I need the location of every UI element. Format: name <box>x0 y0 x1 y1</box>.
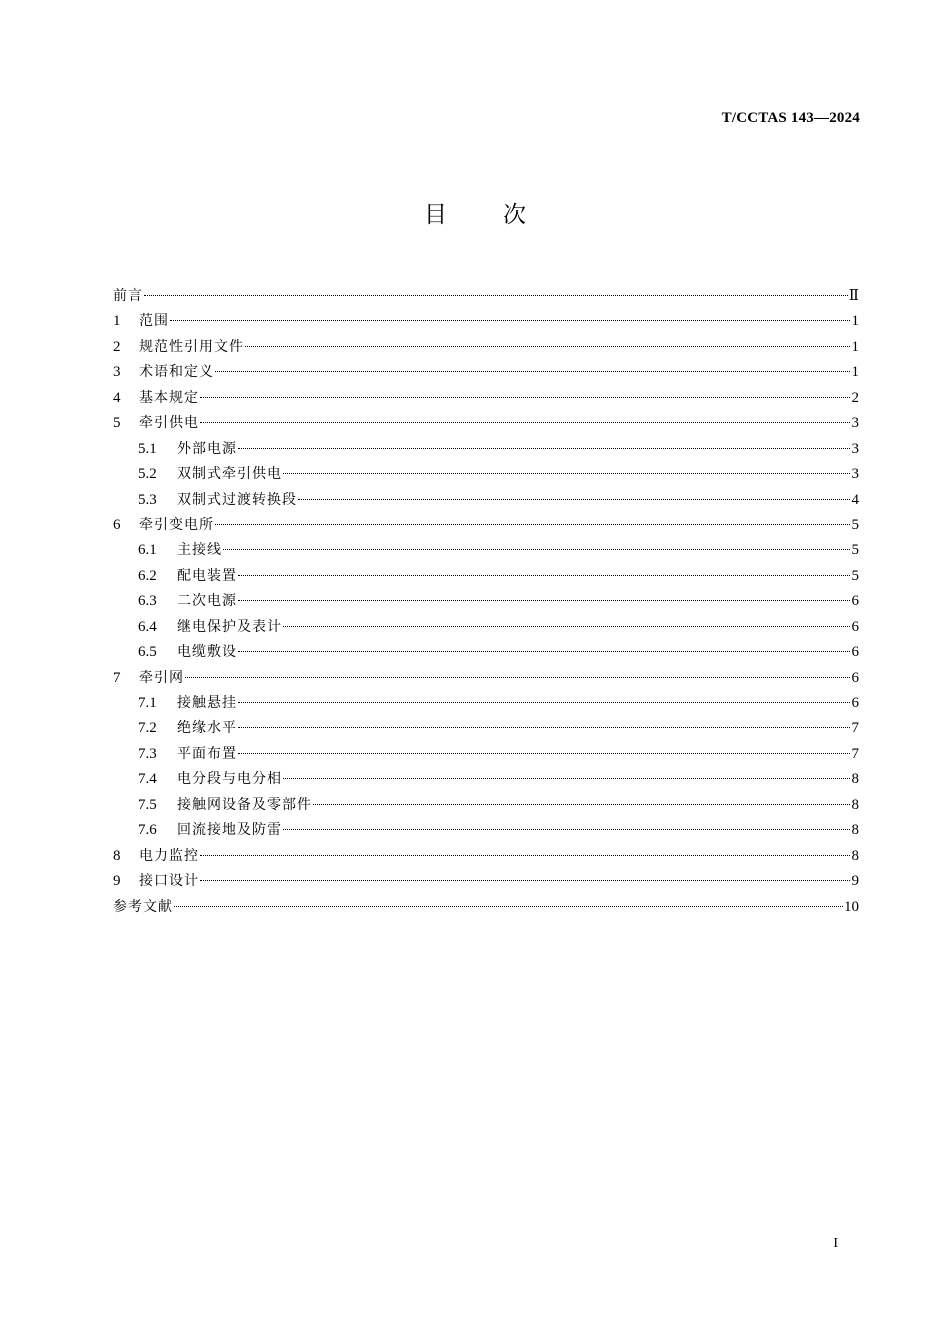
toc-entry[interactable] <box>113 818 859 843</box>
dot-leader <box>200 397 850 398</box>
toc-entry-page: 6 <box>851 695 859 711</box>
toc-entry[interactable] <box>113 895 859 920</box>
toc-entry-page: 6 <box>851 644 859 661</box>
toc-entry[interactable] <box>113 309 859 334</box>
dot-leader <box>283 473 850 474</box>
toc-entry-label: 规范性引用文件 <box>139 338 244 355</box>
toc-entry-page: 1 <box>851 338 859 355</box>
toc-entry-page: 8 <box>851 822 859 839</box>
toc-entry-label: 术语和定义 <box>139 364 214 381</box>
toc-entry-label: 平面布置 <box>177 745 237 762</box>
toc-entry-number: 6.1 <box>138 542 157 559</box>
toc-entry-number: 5.3 <box>138 491 157 508</box>
toc-entry[interactable] <box>113 335 859 360</box>
toc-entry-number: 7.2 <box>138 720 157 737</box>
dot-leader <box>215 371 850 372</box>
toc-entry-page: 8 <box>851 796 859 813</box>
toc-entry-number: 6.4 <box>138 618 157 635</box>
toc-entry-label: 外部电源 <box>177 440 237 457</box>
toc-entry-number: 8 <box>113 847 121 864</box>
toc-entry-label: 回流接地及防雷 <box>177 822 282 839</box>
toc-entry-page: 9 <box>851 873 859 890</box>
dot-leader <box>238 651 850 652</box>
dot-leader <box>283 626 850 627</box>
toc-entry-label: 二次电源 <box>177 593 237 610</box>
toc-entry-page: 1 <box>851 313 859 330</box>
toc-entry-page: 6 <box>851 669 859 686</box>
toc-entry-number: 7.4 <box>138 771 157 788</box>
toc-entry-page: Ⅱ <box>848 288 859 304</box>
dot-leader <box>223 549 850 550</box>
toc-entry-label: 范围 <box>139 313 169 330</box>
toc-entry-number: 5.2 <box>138 466 157 483</box>
toc-entry-number: 5 <box>113 415 121 432</box>
toc-entry-label: 前言 <box>113 288 143 304</box>
toc-entry-number: 5.1 <box>138 440 157 457</box>
toc-entry[interactable] <box>113 615 859 640</box>
dot-leader <box>200 855 850 856</box>
toc-entry-number: 6.3 <box>138 593 157 610</box>
toc-entry-label: 牵引网 <box>139 669 184 686</box>
table-of-contents <box>113 284 859 920</box>
toc-entry-number: 1 <box>113 313 121 330</box>
toc-entry[interactable] <box>113 564 859 589</box>
toc-entry-label: 电力监控 <box>139 847 199 864</box>
toc-entry-number: 7 <box>113 669 121 686</box>
dot-leader <box>283 778 850 779</box>
toc-entry[interactable] <box>113 513 859 538</box>
dot-leader <box>238 575 850 576</box>
toc-entry-label: 接口设计 <box>139 873 199 890</box>
toc-entry-number: 6 <box>113 516 121 533</box>
toc-entry-page: 6 <box>851 618 859 635</box>
toc-entry-number: 4 <box>113 389 121 406</box>
dot-leader <box>238 753 850 754</box>
toc-entry-label: 接触悬挂 <box>177 695 237 711</box>
toc-entry-label: 基本规定 <box>139 389 199 406</box>
toc-entry-label: 参考文献 <box>113 898 173 915</box>
toc-entry-label: 配电装置 <box>177 567 237 584</box>
dot-leader <box>200 880 850 881</box>
toc-entry-page: 8 <box>851 847 859 864</box>
document-id: T/CCTAS 143—2024 <box>721 110 860 126</box>
dot-leader <box>200 422 850 423</box>
toc-entry-number: 9 <box>113 873 121 890</box>
dot-leader <box>283 829 850 830</box>
toc-entry-page: 5 <box>851 516 859 533</box>
dot-leader <box>238 727 850 728</box>
toc-entry-number: 7.1 <box>138 695 157 711</box>
toc-entry-page: 10 <box>844 898 859 915</box>
toc-entry[interactable] <box>113 844 859 869</box>
toc-entry-label: 继电保护及表计 <box>177 618 282 635</box>
toc-entry-page: 3 <box>851 415 859 432</box>
dot-leader <box>215 524 850 525</box>
toc-entry[interactable] <box>113 437 859 462</box>
toc-entry-label: 双制式过渡转换段 <box>177 491 297 508</box>
toc-entry[interactable] <box>113 793 859 818</box>
toc-entry[interactable] <box>113 386 859 411</box>
toc-entry-label: 双制式牵引供电 <box>177 466 282 483</box>
toc-entry-page: 3 <box>851 440 859 457</box>
dot-leader <box>245 346 850 347</box>
toc-entry[interactable] <box>113 666 859 691</box>
dot-leader <box>170 320 850 321</box>
toc-entry[interactable] <box>113 742 859 767</box>
toc-entry-number: 7.3 <box>138 745 157 762</box>
toc-entry-number: 6.5 <box>138 644 157 661</box>
toc-entry[interactable] <box>113 640 859 665</box>
toc-entry-number: 6.2 <box>138 567 157 584</box>
page-title: 目次 <box>424 202 582 228</box>
toc-entry-label: 牵引供电 <box>139 415 199 432</box>
dot-leader <box>238 600 850 601</box>
toc-entry-label: 主接线 <box>177 542 222 559</box>
toc-entry-number: 3 <box>113 364 121 381</box>
toc-entry-number: 7.5 <box>138 796 157 813</box>
toc-entry-page: 1 <box>851 364 859 381</box>
toc-entry-page: 6 <box>851 593 859 610</box>
toc-entry[interactable] <box>113 767 859 792</box>
toc-entry-label: 绝缘水平 <box>177 720 237 737</box>
toc-entry[interactable] <box>113 360 859 385</box>
toc-entry-number: 7.6 <box>138 822 157 839</box>
toc-entry[interactable] <box>113 691 859 716</box>
toc-entry-page: 5 <box>851 542 859 559</box>
toc-entry[interactable] <box>113 538 859 563</box>
toc-entry-label: 接触网设备及零部件 <box>177 796 312 813</box>
dot-leader <box>238 448 850 449</box>
dot-leader <box>144 295 848 296</box>
toc-entry[interactable] <box>113 488 859 513</box>
toc-entry-page: 2 <box>851 389 859 406</box>
toc-entry-page: 5 <box>851 567 859 584</box>
toc-entry[interactable] <box>113 462 859 487</box>
dot-leader <box>298 499 850 500</box>
page-number: I <box>833 1236 838 1251</box>
toc-entry-page: 7 <box>851 720 859 737</box>
dot-leader <box>174 906 843 907</box>
dot-leader <box>185 677 850 678</box>
dot-leader <box>313 804 850 805</box>
toc-entry-label: 牵引变电所 <box>139 516 214 533</box>
toc-entry-label: 电分段与电分相 <box>177 771 282 788</box>
toc-entry-number: 2 <box>113 338 121 355</box>
toc-entry-page: 4 <box>851 491 859 508</box>
toc-entry[interactable] <box>113 284 859 309</box>
toc-entry-label: 电缆敷设 <box>177 644 237 661</box>
toc-entry-page: 7 <box>851 745 859 762</box>
toc-entry[interactable] <box>113 589 859 614</box>
dot-leader <box>238 702 850 703</box>
toc-entry[interactable] <box>113 411 859 436</box>
toc-entry-page: 8 <box>851 771 859 788</box>
toc-entry[interactable] <box>113 716 859 741</box>
toc-entry-page: 3 <box>851 466 859 483</box>
toc-entry[interactable] <box>113 869 859 894</box>
